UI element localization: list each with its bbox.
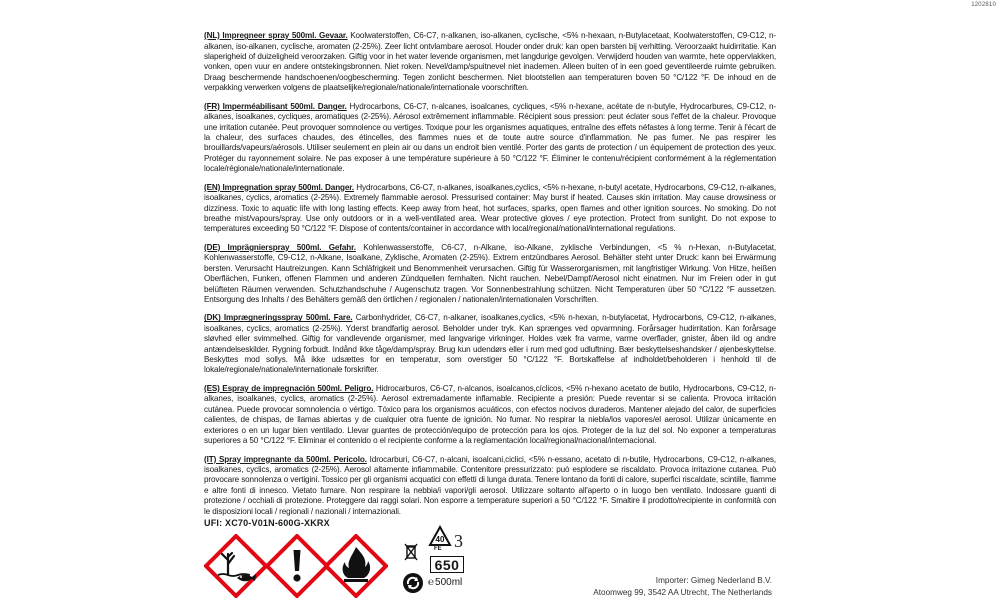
section-heading: (EN) Impregnation spray 500ml. Danger. <box>204 182 355 192</box>
crossed-bin-icon <box>404 542 418 562</box>
section-es <box>204 384 776 446</box>
section-heading: (FR) Imperméabilisant 500ml. Danger. <box>204 101 347 111</box>
packaging-marks <box>400 525 490 598</box>
importer-name: Importer: Gimeg Nederland B.V. <box>655 576 772 585</box>
material-number: 3 <box>454 531 463 551</box>
section-heading: (IT) Spray impregnante da 500ml. Pericolo. <box>204 454 367 464</box>
section-it <box>204 455 776 517</box>
section-fr <box>204 102 776 175</box>
ufi-code: UFI: XC70-V01N-600G-XKRX <box>204 518 330 528</box>
environment-icon <box>204 534 268 598</box>
section-body: Idrocarburi, C6-C7, n-alcani, isoalcani,ciclici, <5% n-essano, acetato di n-butile, Hydrocarbons, C9-C12, n-alkanes, isoalkanes, cyclics, aromatics (2-25%). Aerosol altamente infiammabile. Contenitore pressurizzato: può esplodere se riscaldato. Provoca irritazione cutanea. Può provocare sonnolenza o vertigini. Tossico per gli organismi acquatici con effetti di lunga durata. Tenere lontano da fonti di calore, superfici riscaldate, scintille, fiamme e altre fonti di innesco. Vietato fumare. Non respirare la nebbia/i vapori/gli aerosol. Utilizzare soltanto all'aperto o in luogo ben ventilato. Indossare guanti di protezione / occhiali di protezione. Proteggere dai raggi solari. Non esporre a temperature superiori a 50 °C/122 °F. Smaltire il prodotto/recipiente in conformità con le disposizioni locali / regionali / nazionali / internazionali. <box>204 454 776 516</box>
section-body: Kohlenwasserstoffe, C6-C7, n-Alkane, iso-Alkane, zyklische Verbindungen, <5 % n-Hexan, n-Butylacetat, Kohlenwasserstoffe, C9-C12, n-Alkane, Isoalkane, Zyklische, Aromaten (2-25%). Extrem entzündbares Aerosol. Behälter steht unter Druck: kann bei Erwärmung bersten. Verursacht Hautreizungen. Kann Schläfrigkeit und Benommenheit verursachen. Giftig für Wasserorganismen, mit langfristiger Wirkung. Von Hitze, heißen Oberflächen, Funken, offenen Flammen und anderen Zündquellen fernhalten. Nicht rauchen. Nebel/Dampf/Aerosol nicht einatmen. Nur im Freien oder in gut belüfteten Räumen verwenden. Schutzhandschuhe / Augenschutz tragen. Vor Sonnenbestrahlung schützen. Nicht Temperaturen über 50 °C/122 °F aussetzen. Entsorgung des Inhalts / des Behälters gemäß den örtlichen / regionalen / nationalen/internationalen Vorschriften. <box>204 242 777 304</box>
section-body: Hydrocarbons, C6-C7, n-alkanes, isoalkanes,cyclics, <5% n-hexane, n-butyl acetate, Hydrocarbons, C9-C12, n-alkanes, isoalkanes, cyclics, aromatics (2-25%). Extremely flammable aerosol. Pressurised container: May burst if heated. Causes skin irritation. May cause drowsiness or dizziness. Toxic to aquatic life with long lasting effects. Keep away from heat, hot surfaces, sparks, open flames and other ignition sources. No smoking. Do not breathe mist/vapours/spray. Use only outdoors or in a well-ventilated area. Wear protective gloves / eye protection. Protect from sunlight. Do not expose to temperatures exceeding 50 °C/122 °F. Dispose of contents/container in accordance with local/regional/national/international regulations. <box>204 182 776 234</box>
section-body: Carbonhydrider, C6-C7, n-alkaner, isoalkanes,cyclics, <5% n-hexan, n-butylacetat, Hydrocarbons, C9-C12, n-alkanes, isoalkanes, cyclics, aromatics (2-25%). Yderst brandfarlig aerosol. Beholder under tryk. Kan sprænges ved opvarmning. Forårsager hudirritation. Kan forårsage sløvhed eller svimmelhed. Giftig for vandlevende organismer, med langvarige virkninger. Holdes væk fra varme, varme overflader, gnister, åben ild og andre antændelseskilder. Rygning forbudt. Indånd ikke tåge/damp/spray. Brug kun udendørs eller i rum med god udluftning. Bær beskyttelseshandsker / øjenbeskyttelse. Beskyttes mod sollys. Må ikke udsættes for en temperatur, som overstiger 50 °C/122 °F. Bortskaffelse af indholdet/beholderen i henhold til de lokale/regionale/nationale/internationale forskrifter. <box>204 313 776 375</box>
safety-text-column <box>204 23 776 520</box>
volume-value: 500ml <box>435 577 463 588</box>
section-de <box>204 243 776 305</box>
section-body: Hydrocarbons, C6-C7, n-alcanes, isoalcanes, cycliques, <5% n-hexane, acétate de n-butyle, Hydrocarbures, C9-C12, n-alkanes, isoalkanes, cycliques, aromatiques (2-25%). Aérosol extrêmement inflammable. Récipient sous pression: peut éclater sous l'effet de la chaleur. Provoque une irritation cutanée. Peut provoquer somnolence ou vertiges. Toxique pour les organismes aquatiques, entraîne des effets néfastes à long terme. Tenir à l'écart de la chaleur, des surfaces chaudes, des étincelles, des flammes nues et de toute autre source d'inflammation. Ne pas fumer. Ne pas respirer les brouillards/vapeurs/aérosols. Utiliser seulement en plein air ou dans un endroit bien ventilé. Porter des gants de protection / un équipement de protection des yeux. Protéger du rayonnement solaire. Ne pas exposer à une température supérieure à 50 °C/122 °F. Éliminer le contenu/récipient conformément à la réglementation locale/régionale/nationale/internationale. <box>204 101 776 174</box>
section-body: Hidrocarburos, C6-C7, n-alcanos, isoalcanos,cíclicos, <5% n-hexano acetato de butilo, Hydrocarbons, C9-C12, n-alkanes, isoalkanes, cyclics, aromatics (2-25%). Aerosol extremadamente inflamable. Recipiente a presión: Puede reventar si se calienta. Provoca irritación cutánea. Puede provocar somnolencia o vértigo. Tóxico para los organismos acuáticos, con efectos nocivos duraderos. Mantener alejado del calor, de superficies calientes, de chispas, de llamas abiertas y de cualquier otra fuente de ignición. No fumar. No respirar la niebla/los vapores/el aerosol. Utilizar únicamente en exteriores o en un lugar bien ventilado. Llevar guantes de protección/equipo de protección para los ojos. Proteger de la luz del sol. No exponer a temperaturas superiores a 50 °C/122 °F. Eliminar el contenido o el recipiente conforme a la reglamentación local/regional/nacional/internacional. <box>204 384 776 446</box>
triangle-number: 40 <box>435 535 445 544</box>
section-dk <box>204 313 776 375</box>
exclamation-icon <box>265 534 329 598</box>
flame-icon <box>324 534 388 598</box>
importer-address: Atoomweg 99, 3542 AA Utrecht, The Netherlands <box>593 588 772 597</box>
section-nl <box>204 31 776 93</box>
section-heading: (DE) Imprägnierspray 500ml. Gefahr. <box>204 242 356 252</box>
packaging-value-box: 650 <box>430 556 464 573</box>
section-heading: (NL) Impregneer spray 500ml. Gevaar. <box>204 31 348 41</box>
section-heading: (DK) Imprægneringsspray 500ml. Fare. <box>204 313 353 323</box>
section-body: Koolwaterstoffen, C6-C7, n-alkanen, iso-alkanen, cyclische, <5% n-hexaan, n-Butylacetaat, Koolwaterstoffen, C9-C12, n-alkanen, iso-alkanen, cyclische, aromaten (2-25%). Zeer licht ontvlambare aerosol. Houder onder druk: kan open barsten bij verhitting. Veroorzaakt huidirritatie. Kan slaperigheid of duizeligheid veroorzaken. Giftig voor in het water levende organismen, met langdurige gevolgen. Verwijderd houden van warmte, hete oppervlakken, vonken, open vuur en andere ontstekingsbronnen. Niet roken. Nevel/damp/spuitnevel niet inademen. Alleen buiten of in een goed geventileerde ruimte gebruiken. Draag beschermende handschoenen/oogbescherming. Tegen zonlicht beschermen. Niet blootstellen aan temperaturen boven 50 °C/122 °F. De inhoud en de verpakking verwerken volgens de plaatselijke/regionale/nationale/internationale voorschriften. <box>204 31 776 93</box>
recycle-arrows-icon <box>402 572 424 594</box>
material-code: FE <box>434 546 442 552</box>
importer-info <box>593 575 772 599</box>
section-en <box>204 183 776 235</box>
estimated-sign-icon: ℮ <box>428 577 435 588</box>
product-code: 1202810 <box>971 2 996 8</box>
volume-label <box>428 577 462 588</box>
section-heading: (ES) Espray de impregnación 500ml. Peligro. <box>204 384 374 394</box>
